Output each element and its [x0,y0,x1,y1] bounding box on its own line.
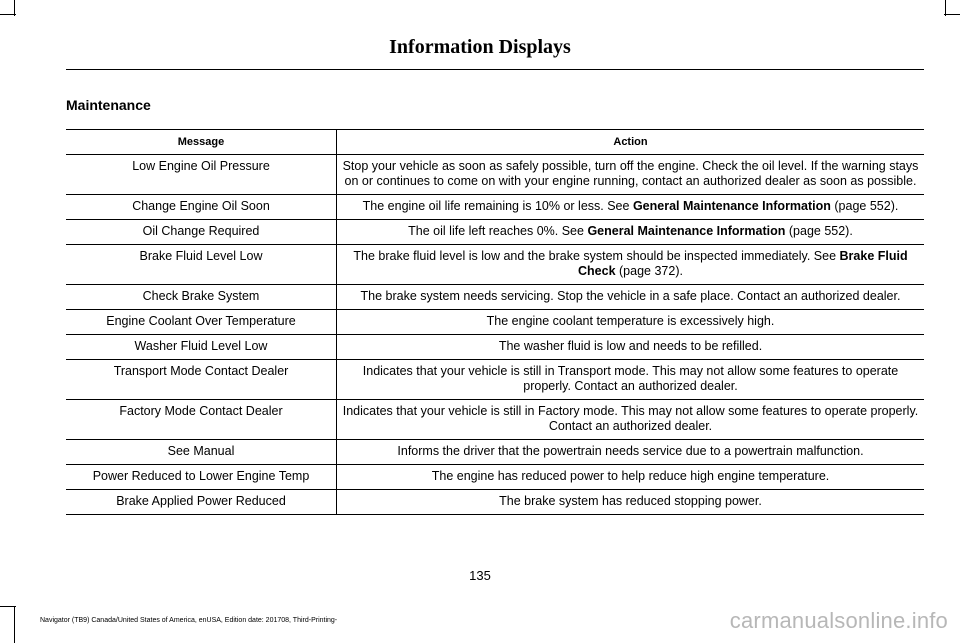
action-cell: The brake system needs servicing. Stop the vehicle in a safe place. Contact an authorized dealer. [337,285,925,310]
table-row [66,440,924,465]
crop-mark [14,0,15,16]
page-reference: (page 372). [615,264,683,278]
message-cell: Low Engine Oil Pressure [66,155,337,195]
action-cell: Indicates that your vehicle is still in Factory mode. This may not allow some features to operate properly. Contact an authorized dealer. [337,400,925,440]
message-cell: See Manual [66,440,337,465]
crop-mark [945,0,946,16]
action-cell: The brake system has reduced stopping power. [337,490,925,515]
column-header-action: Action [337,130,925,155]
table-row [66,335,924,360]
maintenance-message-table [66,129,924,515]
cross-reference-link[interactable]: General Maintenance Information [632,199,831,213]
message-cell: Engine Coolant Over Temperature [66,310,337,335]
watermark: carmanualsonline.info [729,608,948,633]
message-cell: Factory Mode Contact Dealer [66,400,337,440]
message-cell: Power Reduced to Lower Engine Temp [66,465,337,490]
edition-footer: Navigator (TB9) Canada/United States of America, enUSA, Edition date: 201708, Third-Printing- [40,617,338,624]
table-row [66,285,924,310]
header-divider [66,69,924,70]
table-row [66,360,924,400]
column-header-message: Message [66,130,337,155]
cross-reference-link[interactable]: General Maintenance Information [587,224,786,238]
action-text: The oil life left reaches 0%. See [408,224,588,238]
crop-mark [944,14,960,15]
cross-reference-link[interactable]: Brake Fluid Check [578,249,908,278]
action-cell [337,220,925,245]
table-row [66,490,924,515]
table-row [66,220,924,245]
table-row [66,195,924,220]
table-row [66,310,924,335]
page-reference: (page 552). [830,199,899,213]
action-cell: The washer fluid is low and needs to be refilled. [337,335,925,360]
page-number: 135 [469,568,491,583]
action-text: The engine oil life remaining is 10% or less. See [362,199,633,213]
message-cell: Change Engine Oil Soon [66,195,337,220]
action-cell: Stop your vehicle as soon as safely possible, turn off the engine. Check the oil level. If the warning stays on or continues to come on with your engine running, contact an authorized dealer as soon as possible. [337,155,925,195]
action-cell: Informs the driver that the powertrain needs service due to a powertrain malfunction. [337,440,925,465]
section-heading: Maintenance [66,97,151,113]
action-text: The brake fluid level is low and the brake system should be inspected immediately. See [353,249,840,263]
table-row [66,465,924,490]
message-cell: Oil Change Required [66,220,337,245]
action-cell [337,195,925,220]
table-row [66,400,924,440]
message-cell: Brake Applied Power Reduced [66,490,337,515]
action-cell: The engine has reduced power to help reduce high engine temperature. [337,465,925,490]
message-cell: Washer Fluid Level Low [66,335,337,360]
page-header-title: Information Displays [389,36,571,58]
action-cell: The engine coolant temperature is excessively high. [337,310,925,335]
action-cell [337,245,925,285]
message-cell: Brake Fluid Level Low [66,245,337,285]
table-row [66,155,924,195]
message-cell: Check Brake System [66,285,337,310]
table-header-row [66,130,924,155]
action-cell: Indicates that your vehicle is still in Transport mode. This may not allow some features to operate properly. Contact an authorized dealer. [337,360,925,400]
table-row [66,245,924,285]
message-cell: Transport Mode Contact Dealer [66,360,337,400]
crop-mark [14,606,15,643]
page-reference: (page 552). [785,224,853,238]
